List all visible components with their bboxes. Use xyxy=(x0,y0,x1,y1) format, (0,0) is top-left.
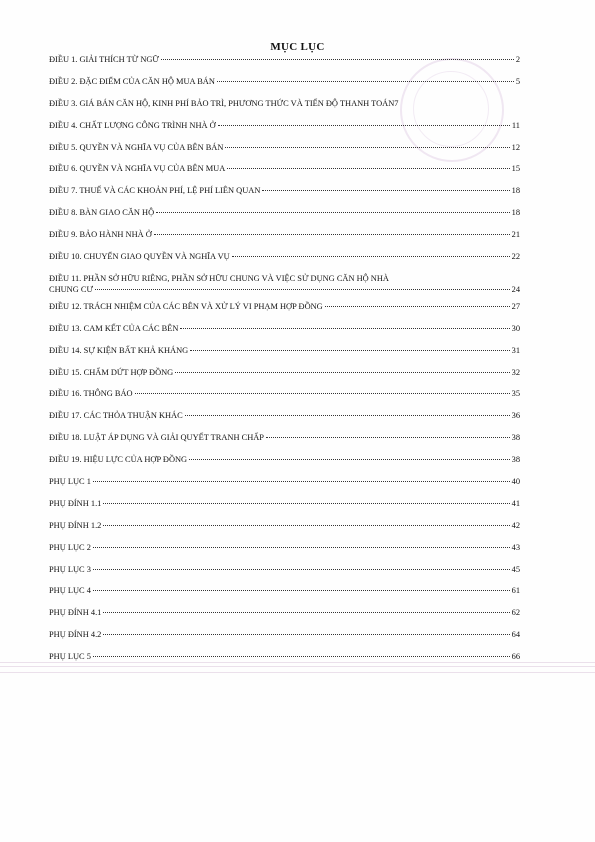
dot-leader xyxy=(154,234,510,235)
toc-entry-page: 61 xyxy=(511,586,520,596)
toc-entry[interactable] xyxy=(49,121,520,143)
toc-entry[interactable] xyxy=(49,411,520,433)
toc-entry-label: ĐIỀU 8. BÀN GIAO CĂN HỘ xyxy=(49,208,155,218)
toc-entry-page: 40 xyxy=(511,477,520,487)
toc-entry-label: ĐIỀU 13. CAM KẾT CỦA CÁC BÊN xyxy=(49,323,179,333)
toc-entry-label: PHỤ ĐÍNH 1.2 xyxy=(49,520,102,530)
toc-entry-page: 2 xyxy=(515,55,520,64)
toc-entry[interactable] xyxy=(49,499,520,521)
dot-leader xyxy=(161,59,514,60)
toc-entry-page: 18 xyxy=(511,208,520,218)
dot-leader xyxy=(225,147,509,148)
toc-entry-label: ĐIỀU 17. CÁC THỎA THUẬN KHÁC xyxy=(49,411,183,421)
toc-entry-page: 21 xyxy=(511,230,520,240)
toc-entry-label: PHỤ LỤC 3 xyxy=(49,564,91,574)
toc-entry-page: 66 xyxy=(511,652,520,662)
toc-entry-label: ĐIỀU 12. TRÁCH NHIỆM CỦA CÁC BÊN VÀ XỬ LÝ VI PHẠM HỢP ĐỒNG xyxy=(49,301,323,311)
scan-artifact-line xyxy=(0,662,595,663)
toc-entry[interactable] xyxy=(49,274,520,302)
toc-entry[interactable] xyxy=(49,252,520,274)
toc-entry[interactable] xyxy=(49,608,520,630)
toc-entry-page: 36 xyxy=(511,411,520,421)
toc-entry[interactable] xyxy=(49,455,520,477)
toc-entry[interactable] xyxy=(49,586,520,608)
dot-leader xyxy=(325,306,510,307)
toc-entry[interactable] xyxy=(49,477,520,499)
toc-entry-page: 42 xyxy=(511,520,520,530)
toc-entry-page: 32 xyxy=(511,367,520,377)
table-of-contents xyxy=(49,55,520,674)
dot-leader xyxy=(189,459,510,460)
toc-entry-page: 27 xyxy=(511,301,520,311)
toc-entry-label: PHỤ LỤC 4 xyxy=(49,586,91,596)
toc-entry-page: 64 xyxy=(511,630,520,640)
toc-entry-page: 24 xyxy=(511,284,520,294)
dot-leader xyxy=(180,328,509,329)
dot-leader xyxy=(217,81,514,82)
dot-leader xyxy=(93,569,510,570)
dot-leader xyxy=(93,547,510,548)
dot-leader xyxy=(266,437,510,438)
page-title: MỤC LỤC xyxy=(270,41,325,53)
scan-artifact-line xyxy=(0,666,595,667)
scan-artifact-line xyxy=(0,672,595,673)
toc-entry-page: 18 xyxy=(511,186,520,196)
dot-leader xyxy=(103,612,509,613)
dot-leader xyxy=(93,481,510,482)
toc-entry-page: 30 xyxy=(511,323,520,333)
toc-entry-page: 7 xyxy=(394,98,399,108)
toc-entry-label: PHỤ ĐÍNH 4.2 xyxy=(49,630,102,640)
toc-entry-label: ĐIỀU 6. QUYỀN VÀ NGHĨA VỤ CỦA BÊN MUA xyxy=(49,164,226,174)
toc-entry-label: PHỤ ĐÍNH 1.1 xyxy=(49,498,102,508)
toc-entry[interactable] xyxy=(49,521,520,543)
toc-entry[interactable] xyxy=(49,164,520,186)
toc-entry-label: ĐIỀU 5. QUYỀN VÀ NGHĨA VỤ CỦA BÊN BÁN xyxy=(49,142,224,152)
dot-leader xyxy=(103,503,509,504)
toc-entry[interactable] xyxy=(49,368,520,390)
toc-entry[interactable] xyxy=(49,324,520,346)
dot-leader xyxy=(93,656,510,657)
toc-entry-label: ĐIỀU 14. SỰ KIỆN BẤT KHẢ KHÁNG xyxy=(49,345,189,355)
toc-entry[interactable] xyxy=(49,230,520,252)
toc-entry-page: 11 xyxy=(511,120,520,130)
dot-leader xyxy=(218,125,510,126)
toc-entry-label: ĐIỀU 3. GIÁ BÁN CĂN HỘ, KINH PHÍ BẢO TRÌ, PHƯƠNG THỨC VÀ TIẾN ĐỘ THANH TOÁN xyxy=(49,98,395,108)
toc-entry[interactable] xyxy=(49,143,520,165)
toc-entry[interactable] xyxy=(49,346,520,368)
toc-entry-label: PHỤ LỤC 1 xyxy=(49,477,91,487)
toc-entry-label: ĐIỀU 1. GIẢI THÍCH TỪ NGỮ xyxy=(49,55,159,64)
dot-leader xyxy=(190,350,509,351)
toc-entry-label-continued: CHUNG CƯ xyxy=(49,284,93,294)
dot-leader xyxy=(175,372,509,373)
toc-entry[interactable] xyxy=(49,77,520,99)
toc-entry-page: 12 xyxy=(511,142,520,152)
toc-entry[interactable] xyxy=(49,55,520,77)
toc-entry-label: ĐIỀU 2. ĐẶC ĐIỂM CỦA CĂN HỘ MUA BÁN xyxy=(49,76,215,86)
toc-entry[interactable] xyxy=(49,565,520,587)
toc-entry-label: PHỤ ĐÍNH 4.1 xyxy=(49,608,102,618)
toc-entry-page: 31 xyxy=(511,345,520,355)
toc-entry-page: 38 xyxy=(511,455,520,465)
toc-entry-page: 5 xyxy=(515,76,520,86)
toc-entry-page: 43 xyxy=(511,542,520,552)
dot-leader xyxy=(135,393,510,394)
toc-entry[interactable] xyxy=(49,543,520,565)
toc-entry-label: PHỤ LỤC 2 xyxy=(49,542,91,552)
dot-leader xyxy=(262,190,509,191)
toc-entry-label: PHỤ LỤC 5 xyxy=(49,652,91,662)
toc-entry-label: ĐIỀU 16. THÔNG BÁO xyxy=(49,389,133,399)
toc-entry-label: ĐIỀU 10. CHUYỂN GIAO QUYỀN VÀ NGHĨA VỤ xyxy=(49,252,230,262)
dot-leader xyxy=(185,415,510,416)
dot-leader xyxy=(103,634,509,635)
toc-entry-label: ĐIỀU 11. PHẦN SỞ HỮU RIÊNG, PHẦN SỞ HỮU CHUNG VÀ VIỆC SỬ DỤNG CĂN HỘ NHÀ xyxy=(49,273,389,283)
toc-entry[interactable] xyxy=(49,389,520,411)
toc-entry-page: 22 xyxy=(511,252,520,262)
toc-entry[interactable] xyxy=(49,302,520,324)
toc-entry[interactable] xyxy=(49,630,520,652)
dot-leader xyxy=(95,289,510,290)
toc-entry-label: ĐIỀU 19. HIỆU LỰC CỦA HỢP ĐỒNG xyxy=(49,455,188,465)
toc-entry[interactable] xyxy=(49,99,520,121)
toc-entry-label: ĐIỀU 7. THUẾ VÀ CÁC KHOẢN PHÍ, LỆ PHÍ LIÊN QUAN xyxy=(49,186,261,196)
toc-entry-label: ĐIỀU 18. LUẬT ÁP DỤNG VÀ GIẢI QUYẾT TRANH CHẤP xyxy=(49,433,264,443)
toc-entry-page: 35 xyxy=(511,389,520,399)
toc-entry-label: ĐIỀU 9. BẢO HÀNH NHÀ Ở xyxy=(49,230,152,240)
toc-entry-page: 38 xyxy=(511,433,520,443)
dot-leader xyxy=(156,212,509,213)
toc-entry[interactable] xyxy=(49,186,520,208)
toc-entry-page: 41 xyxy=(511,498,520,508)
dot-leader xyxy=(232,256,510,257)
toc-entry-page: 15 xyxy=(511,164,520,174)
toc-entry-label: ĐIỀU 15. CHẤM DỨT HỢP ĐỒNG xyxy=(49,367,174,377)
toc-entry-page: 62 xyxy=(511,608,520,618)
toc-entry-page: 45 xyxy=(511,564,520,574)
dot-leader xyxy=(93,590,510,591)
toc-entry[interactable] xyxy=(49,208,520,230)
toc-entry[interactable] xyxy=(49,652,520,674)
toc-entry-label: ĐIỀU 4. CHẤT LƯỢNG CÔNG TRÌNH NHÀ Ở xyxy=(49,120,216,130)
dot-leader xyxy=(103,525,509,526)
toc-entry[interactable] xyxy=(49,433,520,455)
dot-leader xyxy=(227,168,509,169)
